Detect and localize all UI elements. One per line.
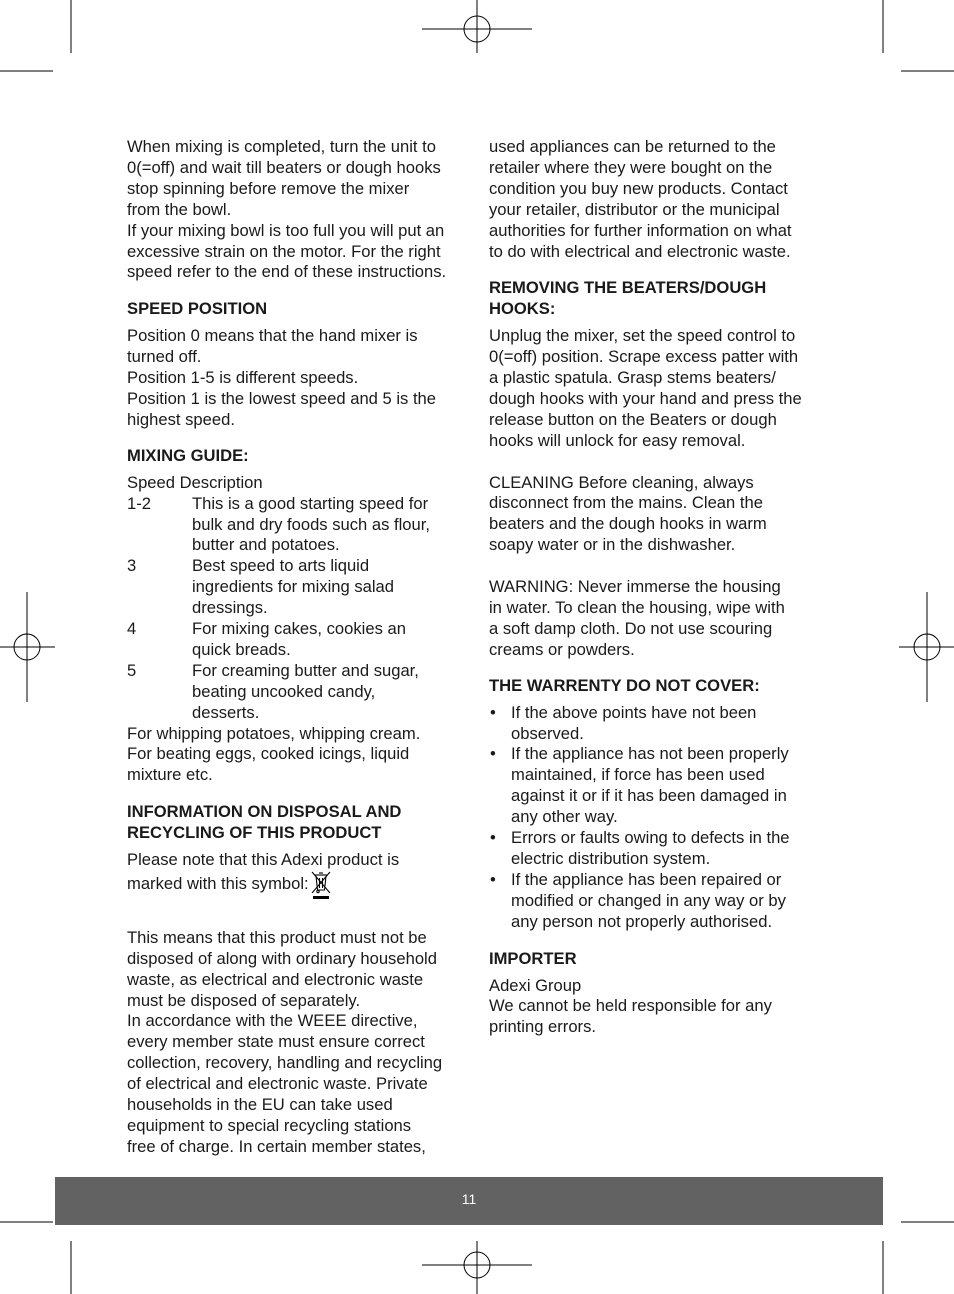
mixing-guide-heading: MIXING GUIDE: (127, 445, 249, 465)
speed-position-text: Position 0 means that the hand mixer is turned off. Position 1-5 is different speeds. Position 1 is the lowest speed and 5 is the highest speed. (127, 326, 437, 429)
importer-text: Adexi Group We cannot be held responsible for any printing errors. (489, 975, 772, 1037)
list-item (489, 703, 829, 745)
list-item (489, 870, 829, 933)
crop-mark-icon (883, 0, 954, 71)
warranty-item-text: If the above points have not been observed. (511, 702, 757, 743)
speed-description: For mixing cakes, cookies an quick breads. (192, 619, 406, 659)
removing-beaters-heading: REMOVING THE BEATERS/DOUGH HOOKS: (489, 278, 767, 319)
disposal-line-1: Please note that this Adexi product is (127, 850, 400, 870)
warranty-item-text: If the appliance has not been properly maintained, if force has been used against it or if it has been damaged in any other way. (511, 744, 789, 827)
speed-row (127, 661, 472, 724)
bullet-icon: • (490, 744, 496, 764)
speed-description: Best speed to arts liquid ingredients for mixing salad dressings. (192, 556, 394, 618)
list-item (489, 828, 829, 870)
registration-mark-icon (0, 592, 55, 702)
mixing-guide-footer: For whipping potatoes, whipping cream. For beating eggs, cooked icings, liquid mixture etc. (127, 723, 421, 785)
right-column (489, 137, 829, 1038)
weee-bin-icon (311, 871, 331, 907)
bullet-icon: • (490, 702, 496, 722)
crop-mark-icon (0, 0, 71, 71)
disposal-line-2 (127, 871, 472, 907)
page-number: 11 (461, 1191, 477, 1207)
speed-row (127, 619, 472, 661)
bullet-icon: • (490, 828, 496, 848)
warning-text: WARNING: Never immerse the housing in water. To clean the housing, wipe with a soft damp cloth. Do not use scouring creams or powders. (489, 577, 785, 659)
registration-mark-icon (899, 592, 954, 702)
spacer (489, 452, 829, 473)
speed-description: For creaming butter and sugar, beating uncooked candy, desserts. (192, 660, 419, 722)
warranty-list (489, 703, 829, 933)
list-item (489, 744, 829, 828)
warranty-item-text: If the appliance has been repaired or modified or changed in any way or by any person not properly authorised. (511, 869, 786, 931)
crop-mark-icon (0, 1222, 71, 1294)
spacer (489, 556, 829, 577)
speed-description: This is a good starting speed for bulk and dry foods such as flour, butter and potatoes. (192, 493, 430, 555)
speed-number: 5 (127, 660, 137, 680)
speed-number: 3 (127, 556, 137, 576)
registration-mark-icon (422, 0, 532, 53)
disposal-body: This means that this product must not be disposed of along with ordinary household waste, as electrical and electronic waste must be disposed of separately. In accordance with the WEEE directive, every member state must ensure correct collection, recovery, handling and recycling of electrical and electronic waste. Private households in the EU can take used equipment to special recycling stations free of charge. In certain member states, (127, 927, 443, 1156)
crop-mark-icon (883, 1222, 954, 1294)
speed-description-header: Speed Description (127, 472, 263, 492)
footer-bar (55, 1177, 883, 1225)
left-column (127, 137, 472, 1158)
speed-number: 1-2 (127, 493, 151, 513)
disposal-symbol-text: marked with this symbol: (127, 874, 309, 893)
spacer (127, 907, 472, 928)
importer-heading: IMPORTER (489, 948, 577, 968)
registration-mark-icon (422, 1241, 532, 1294)
speed-number: 4 (127, 619, 137, 639)
speed-position-heading: SPEED POSITION (127, 299, 268, 319)
speed-row (127, 556, 472, 619)
speed-row (127, 494, 472, 557)
cleaning-text: CLEANING Before cleaning, always disconnect from the mains. Clean the beaters and the dough hooks in warm soapy water or in the dishwasher. (489, 472, 767, 555)
speed-table (127, 494, 472, 724)
bullet-icon: • (490, 869, 496, 889)
warranty-item-text: Errors or faults owing to defects in the electric distribution system. (511, 828, 790, 868)
mixing-completed-paragraph: When mixing is completed, turn the unit to 0(=off) and wait till beaters or dough hooks stop spinning before remove the mixer from the bowl. If your mixing bowl is too full you will put an excessive strain on the motor. For the right speed refer to the end of these instructions. (127, 137, 447, 282)
recycling-continued-text: used appliances can be returned to the retailer where they were bought on the condition you buy new products. Contact your retailer, distributor or the municipal authorities for further information on what to do with electrical and electronic waste. (489, 137, 792, 261)
disposal-heading: INFORMATION ON DISPOSAL AND RECYCLING OF THIS PRODUCT (127, 802, 402, 843)
removing-beaters-text: Unplug the mixer, set the speed control to 0(=off) position. Scrape excess patter with a plastic spatula. Grasp stems beaters/ dough hooks with your hand and press the release button on the Beaters or dough hooks will unlock for easy removal. (489, 326, 802, 450)
warranty-heading: THE WARRENTY DO NOT COVER: (489, 675, 760, 695)
